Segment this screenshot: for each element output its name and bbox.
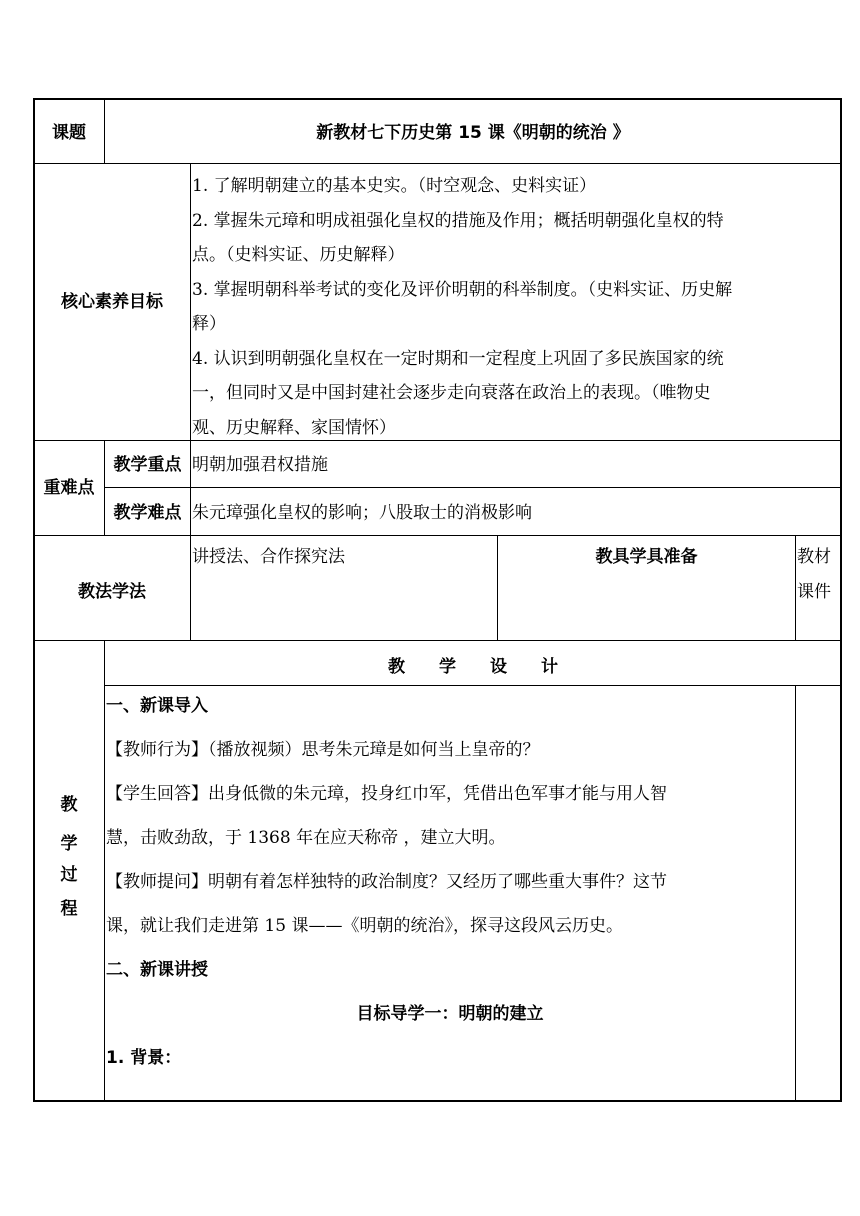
difficulty-text: 朱元璋强化皇权的影响；八股取士的消极影响 bbox=[192, 503, 532, 523]
lesson-title: 新教材七下历史第 15 课《明朝的统治 》 bbox=[316, 123, 630, 143]
goals-text bbox=[192, 169, 840, 445]
lesson-label: 课题 bbox=[52, 123, 86, 143]
goal-line: 4. 认识到明朝强化皇权在一定时期和一定程度上巩固了多民族国家的统 bbox=[192, 348, 724, 369]
method-text: 讲授法、合作探究法 bbox=[192, 547, 345, 567]
background-label: 1. 背景： bbox=[106, 1048, 182, 1068]
section-intro-title: 一、新课导入 bbox=[106, 696, 208, 716]
row-divider bbox=[34, 535, 841, 536]
goal-line: 点。（史料实证、历史解释） bbox=[192, 245, 405, 265]
process-label-char: 过 bbox=[60, 865, 78, 885]
goal-line: 2. 掌握朱元璋和明成祖强化皇权的措施及作用；概括明朝强化皇权的特 bbox=[192, 210, 724, 231]
column-divider bbox=[190, 163, 191, 640]
column-divider bbox=[795, 685, 796, 1101]
tools-line: 课件 bbox=[797, 582, 831, 602]
process-label-char: 教 bbox=[60, 795, 78, 815]
tools-line: 教材 bbox=[797, 547, 831, 567]
goals-label: 核心素养目标 bbox=[61, 292, 163, 312]
method-label: 教法学法 bbox=[78, 582, 146, 602]
tools-label: 教具学具准备 bbox=[595, 547, 698, 567]
goal-line: 1. 了解明朝建立的基本史实。（时空观念、史料实证） bbox=[192, 176, 597, 196]
difficulty-label: 教学难点 bbox=[113, 503, 182, 523]
teacher-question: 课，就让我们走进第 15 课——《明朝的统治》，探寻这段风云历史。 bbox=[106, 916, 623, 936]
column-divider bbox=[795, 535, 796, 640]
teacher-action: 【教师行为】（播放视频）思考朱元璋是如何当上皇帝的？ bbox=[106, 740, 540, 760]
process-label-char: 学 bbox=[60, 834, 78, 854]
process-label-char: 程 bbox=[60, 899, 78, 919]
teacher-question: 【教师提问】明朝有着怎样独特的政治制度？又经历了哪些重大事件？这节 bbox=[106, 872, 667, 892]
row-divider bbox=[34, 640, 841, 641]
focus-text: 明朝加强君权措施 bbox=[192, 455, 328, 475]
goal-line: 观、历史解释、家国情怀） bbox=[192, 417, 396, 438]
process-content bbox=[106, 684, 794, 1080]
row-divider bbox=[104, 487, 841, 488]
design-heading: 教 学 设 计 bbox=[388, 657, 558, 677]
focus-label: 教学重点 bbox=[113, 455, 182, 475]
student-answer: 【学生回答】出身低微的朱元璋，投身红巾军，凭借出色军事才能与用人智 bbox=[106, 784, 667, 804]
goal1-title: 目标导学一：明朝的建立 bbox=[356, 1004, 544, 1024]
key-points-label: 重难点 bbox=[43, 478, 95, 498]
goal-line: 3. 掌握明朝科举考试的变化及评价明朝的科举制度。（史料实证、历史解 bbox=[192, 279, 733, 300]
column-divider bbox=[104, 640, 105, 1101]
goal-line: 释） bbox=[192, 314, 226, 334]
row-divider bbox=[34, 163, 841, 164]
section-teach-title: 二、新课讲授 bbox=[106, 960, 208, 980]
student-answer: 慧，击败劲敌，于 1368 年在应天称帝 ，建立大明。 bbox=[106, 828, 506, 848]
goal-line: 一，但同时又是中国封建社会逐步走向衰落在政治上的表现。（唯物史 bbox=[192, 383, 711, 403]
